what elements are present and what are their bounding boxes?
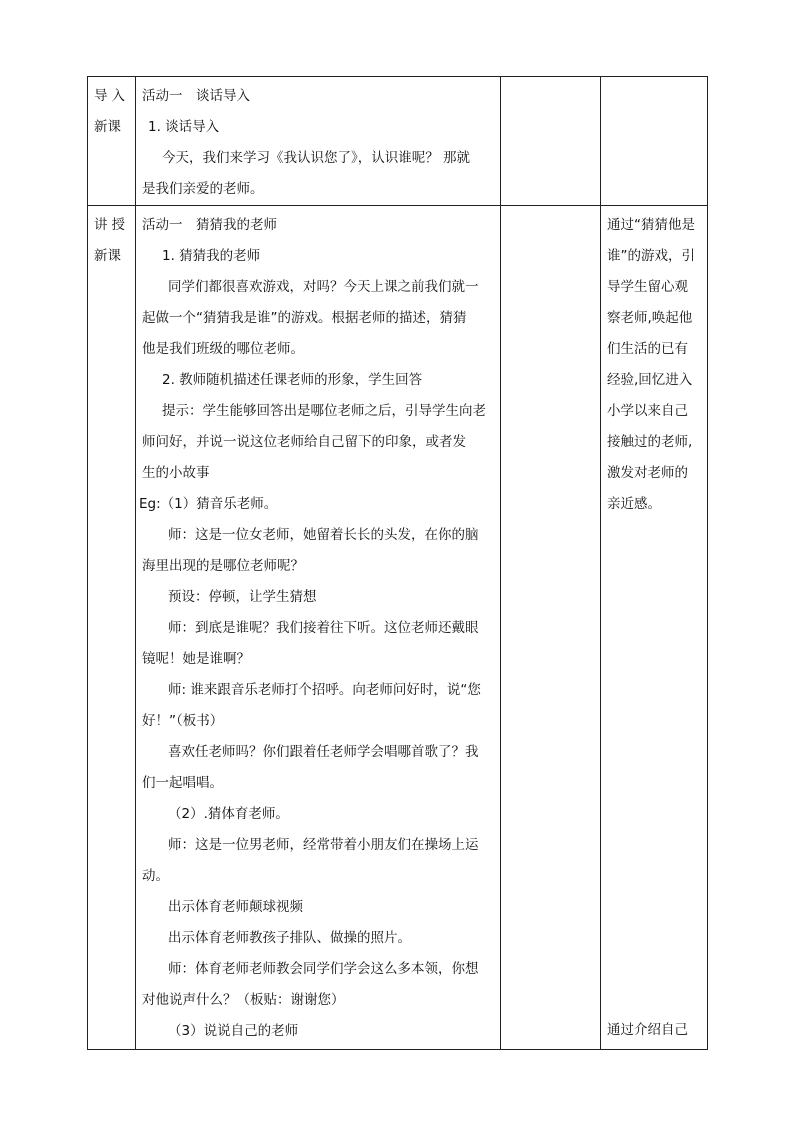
- content-line: 师: 谁来跟音乐老师打个招呼。向老师问好时，说“您: [168, 682, 481, 698]
- content-line: 预设：停顿，让学生猜想: [168, 589, 317, 605]
- activity-title: 活动一 谈话导入: [142, 88, 250, 104]
- content-line: 师：到底是谁呢？我们接着往下听。这位老师还戴眼: [168, 620, 479, 636]
- content-line: 师问好，并说一说这位老师给自己留下的印象，或者发: [142, 434, 466, 450]
- stage-label: 导入: [94, 88, 129, 104]
- content-line: 提示：学生能够回答出是哪位老师之后，引导学生向老: [162, 403, 486, 419]
- empty-cell: [501, 206, 601, 1050]
- content-line: 生的小故事: [142, 465, 210, 481]
- content-line: 师：这是一位女老师，她留着长长的头发，在你的脑: [168, 527, 479, 543]
- notes-cell: [601, 77, 708, 206]
- note-line: 谁”的游戏，引: [607, 248, 695, 264]
- content-line: 1. 猜猜我的老师: [162, 248, 261, 264]
- content-cell: [136, 77, 501, 206]
- content-line: 对他说声什么？（板贴：谢谢您）: [142, 992, 345, 1008]
- stage-cell: [88, 77, 136, 206]
- content-line: 好！”（板书）: [142, 713, 224, 729]
- content-line: 他是我们班级的哪位老师。: [142, 341, 304, 357]
- content-line: 师：体育老师老师教会同学们学会这么多本领，你想: [168, 961, 479, 977]
- content-line: 出示体育老师教孩子排队、做操的照片。: [168, 930, 411, 946]
- stage-label: 新课: [94, 119, 121, 135]
- stage-label: 新课: [94, 248, 121, 264]
- content-line: 今天，我们来学习《我认识您了》，认识谁呢？ 那就: [162, 150, 471, 166]
- content-line: 镜呢！她是谁啊？: [142, 651, 250, 667]
- stage-cell: [88, 206, 136, 1050]
- lesson-plan-table: [87, 76, 708, 1050]
- note-line: 接触过的老师,: [607, 434, 693, 450]
- stage-label: 讲授: [94, 217, 129, 233]
- table-row: [88, 77, 708, 206]
- content-cell: [136, 206, 501, 1050]
- note-line: 察老师,唤起他: [607, 310, 693, 326]
- notes-cell: [601, 206, 708, 1050]
- empty-cell: [501, 77, 601, 206]
- content-line: 海里出现的是哪位老师呢？: [142, 558, 304, 574]
- content-line: Eg:（1）猜音乐老师。: [139, 496, 278, 512]
- activity-title: 活动一 猜猜我的老师: [142, 217, 277, 233]
- content-line: 动。: [142, 868, 169, 884]
- content-line: 起做一个“猜猜我是谁”的游戏。根据老师的描述，猜猜: [142, 310, 467, 326]
- note-line: 经验,回忆进入: [607, 372, 693, 388]
- content-line: 出示体育老师颠球视频: [168, 899, 303, 915]
- content-line: 2. 教师随机描述任课老师的形象，学生回答: [162, 372, 423, 388]
- note-line: 亲近感。: [607, 496, 661, 512]
- note-line: 小学以来自己: [607, 403, 688, 419]
- content-line: 同学们都很喜欢游戏，对吗？今天上课之前我们就一: [168, 279, 479, 295]
- note-line: 导学生留心观: [607, 279, 688, 295]
- content-line: 是我们亲爱的老师。: [142, 181, 264, 197]
- content-line: 喜欢任老师吗？你们跟着任老师学会唱哪首歌了？我: [168, 744, 479, 760]
- content-line: 们一起唱唱。: [142, 775, 223, 791]
- content-line: 师：这是一位男老师，经常带着小朋友们在操场上运: [168, 837, 479, 853]
- content-line: （3）说说自己的老师: [168, 1023, 299, 1039]
- note-line: 们生活的已有: [607, 341, 688, 357]
- note-line: 激发对老师的: [607, 465, 688, 481]
- note-line: 通过“猜猜他是: [607, 217, 695, 233]
- note-line: 通过介绍自己: [607, 1022, 688, 1038]
- content-line: （2）.猜体育老师。: [168, 806, 289, 822]
- table-row: [88, 206, 708, 1050]
- content-line: 1. 谈话导入: [148, 119, 220, 135]
